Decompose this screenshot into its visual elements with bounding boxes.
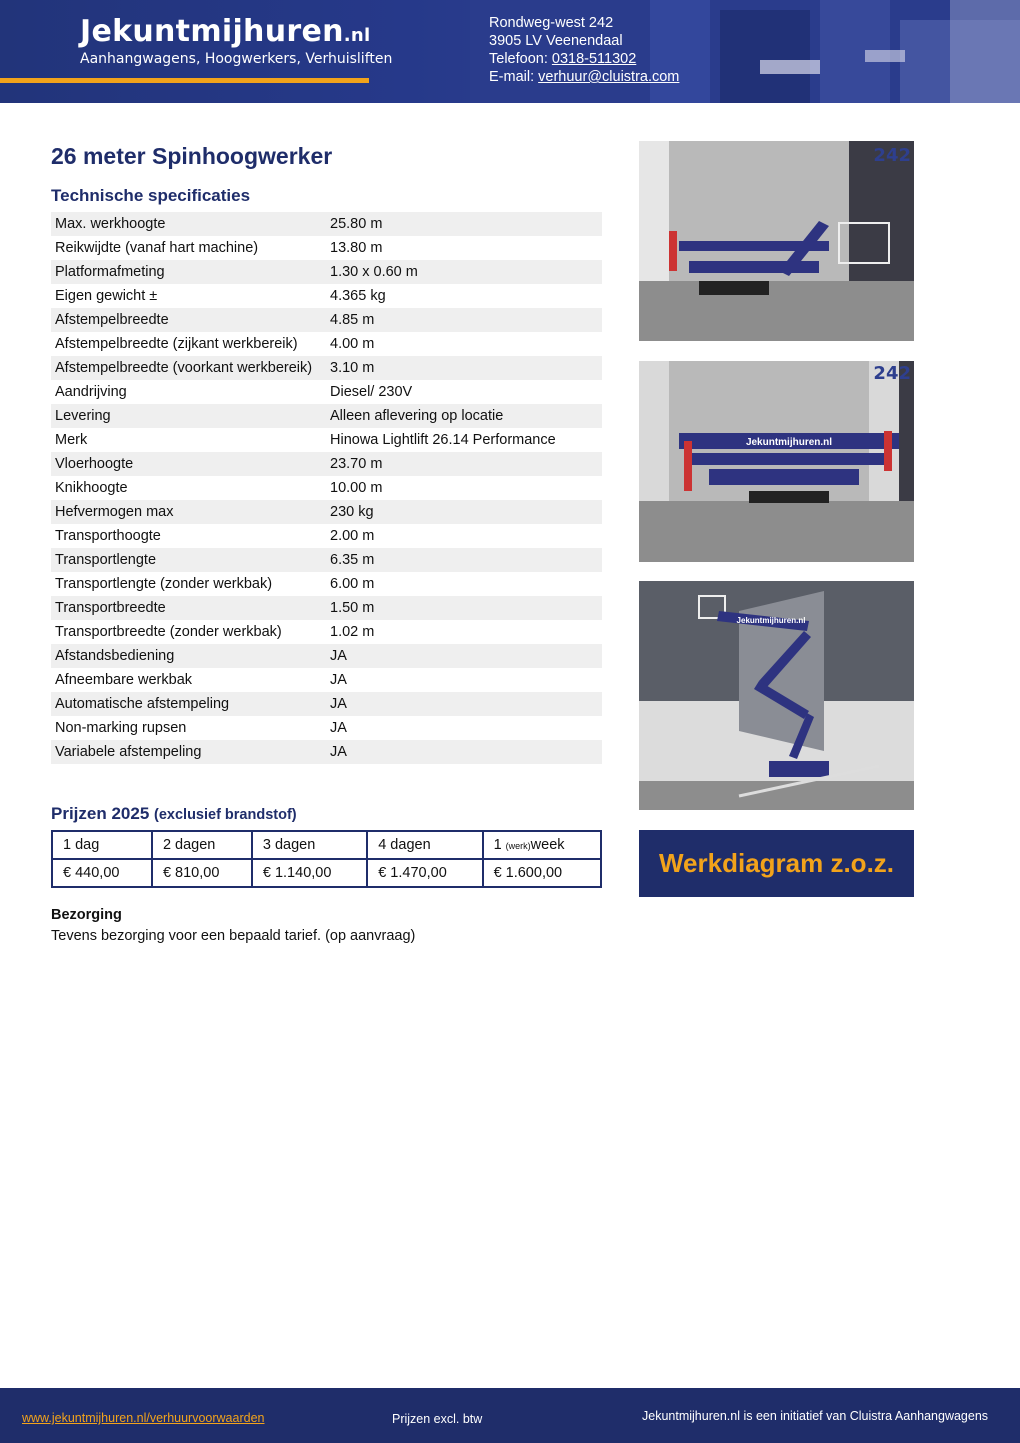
- price-header-cell: 4 dagen: [367, 831, 482, 859]
- spec-value: 6.00 m: [330, 575, 375, 592]
- machine-photo-2: [639, 361, 914, 562]
- price-value-cell: € 1.470,00: [367, 859, 482, 887]
- spec-row: [51, 692, 602, 716]
- spec-value: 3.10 m: [330, 359, 375, 376]
- spec-value: 1.02 m: [330, 623, 375, 640]
- spec-label: Reikwijdte (vanaf hart machine): [55, 239, 259, 256]
- spec-row: [51, 500, 602, 524]
- spec-row: [51, 452, 602, 476]
- spec-value: JA: [330, 695, 347, 712]
- spec-label: Automatische afstempeling: [55, 695, 230, 712]
- spec-row: [51, 596, 602, 620]
- spec-row: [51, 236, 602, 260]
- spec-label: Eigen gewicht ±: [55, 287, 158, 304]
- spec-label: Aandrijving: [55, 383, 127, 400]
- email-link[interactable]: verhuur@cluistra.com: [538, 69, 680, 85]
- spec-row: [51, 620, 602, 644]
- spec-label: Merk: [55, 431, 88, 448]
- spec-label: Transportbreedte: [55, 599, 166, 616]
- spec-value: JA: [330, 719, 347, 736]
- spec-value: 1.30 x 0.60 m: [330, 263, 418, 280]
- spec-value: 4.00 m: [330, 335, 375, 352]
- logo-tagline: Aanhangwagens, Hoogwerkers, Verhuisliften: [80, 51, 393, 67]
- brand-logo[interactable]: [80, 14, 392, 67]
- machine-photo-3: [639, 581, 914, 810]
- spec-value: JA: [330, 743, 347, 760]
- phone-line: Telefoon: 0318-511302: [489, 51, 637, 67]
- page-title: 26 meter Spinhoogwerker: [51, 143, 333, 169]
- spec-label: Transportbreedte (zonder werkbak): [55, 623, 282, 640]
- spec-value: 13.80 m: [330, 239, 383, 256]
- svg-text:Jekuntmijhuren.nl: Jekuntmijhuren.nl: [745, 437, 833, 448]
- spec-row: [51, 572, 602, 596]
- price-header-cell: 1 dag: [52, 831, 152, 859]
- svg-text:242: 242: [873, 363, 911, 384]
- spec-row: [51, 476, 602, 500]
- spec-label: Afstandsbediening: [55, 647, 175, 664]
- spec-label: Transportlengte (zonder werkbak): [55, 575, 273, 592]
- address-line-1: Rondweg-west 242: [489, 15, 614, 31]
- spec-row: [51, 716, 602, 740]
- spec-label: Variabele afstempeling: [55, 743, 202, 760]
- spec-row: [51, 404, 602, 428]
- spec-value: 4.85 m: [330, 311, 375, 328]
- machine-photo-1: [639, 141, 914, 341]
- spec-value: 25.80 m: [330, 215, 383, 232]
- bezorging-text: Tevens bezorging voor een bepaald tarief. (op aanvraag): [51, 928, 416, 944]
- spec-row: [51, 308, 602, 332]
- prices-heading: Prijzen 2025 (exclusief brandstof): [51, 804, 297, 823]
- spec-row: [51, 284, 602, 308]
- spec-label: Non-marking rupsen: [55, 719, 187, 736]
- price-header-cell-week: 1 (werk)week: [483, 831, 601, 859]
- spec-label: Vloerhoogte: [55, 455, 134, 472]
- spec-value: JA: [330, 647, 347, 664]
- spec-row: [51, 332, 602, 356]
- spec-row: [51, 644, 602, 668]
- spec-row: [51, 524, 602, 548]
- spec-label: Afstempelbreedte: [55, 311, 169, 328]
- spec-label: Levering: [55, 407, 111, 424]
- price-value-cell: € 1.600,00: [483, 859, 601, 887]
- spec-row: [51, 212, 602, 236]
- specs-heading: Technische specificaties: [51, 186, 251, 205]
- spec-row: [51, 548, 602, 572]
- page-header: [0, 0, 1020, 103]
- spec-value: Hinowa Lightlift 26.14 Performance: [330, 431, 556, 448]
- spec-value: 2.00 m: [330, 527, 375, 544]
- spec-value: 230 kg: [330, 503, 374, 520]
- address-line-2: 3905 LV Veenendaal: [489, 33, 623, 49]
- phone-link[interactable]: 0318-511302: [551, 51, 637, 67]
- bezorging-heading: Bezorging: [51, 907, 122, 923]
- price-value-cell: € 1.140,00: [252, 859, 367, 887]
- brand-accent-bar: [0, 78, 369, 83]
- spec-value: Alleen aflevering op locatie: [330, 407, 504, 424]
- spec-value: 1.50 m: [330, 599, 375, 616]
- terms-link[interactable]: www.jekuntmijhuren.nl/verhuurvoorwaarden: [22, 1411, 265, 1425]
- contact-info: [489, 14, 679, 86]
- footer-initiative-note: Jekuntmijhuren.nl is een initiatief van Cluistra Aanhangwagens: [642, 1409, 989, 1423]
- spec-value: 23.70 m: [330, 455, 383, 472]
- spec-value: 10.00 m: [330, 479, 383, 496]
- spec-value: JA: [330, 671, 347, 688]
- footer-vat-note: Prijzen excl. btw: [392, 1412, 483, 1426]
- svg-text:242: 242: [873, 145, 911, 166]
- spec-label: Hefvermogen max: [55, 503, 174, 520]
- spec-row: [51, 668, 602, 692]
- logo-text: Jekuntmijhuren.nl: [80, 14, 371, 49]
- page-footer: [0, 1388, 1020, 1443]
- price-value-cell: € 810,00: [152, 859, 252, 887]
- spec-row: [51, 260, 602, 284]
- spec-row: [51, 740, 602, 764]
- specs-table: [51, 212, 602, 764]
- prices-value-row: [52, 859, 601, 887]
- spec-label: Afstempelbreedte (zijkant werkbereik): [55, 335, 298, 352]
- spec-label: Transportlengte: [55, 551, 157, 568]
- email-line: E-mail: verhuur@cluistra.com: [489, 69, 680, 85]
- spec-value: 4.365 kg: [330, 287, 386, 304]
- svg-text:Jekuntmijhuren.nl: Jekuntmijhuren.nl: [736, 616, 806, 625]
- price-header-cell: 2 dagen: [152, 831, 252, 859]
- spec-row: [51, 428, 602, 452]
- spec-label: Afstempelbreedte (voorkant werkbereik): [55, 359, 313, 376]
- price-value-cell: € 440,00: [52, 859, 152, 887]
- prices-header-row: [52, 831, 601, 859]
- spec-label: Transporthoogte: [55, 527, 161, 544]
- spec-label: Knikhoogte: [55, 479, 128, 496]
- spec-row: [51, 356, 602, 380]
- spec-value: 6.35 m: [330, 551, 375, 568]
- prices-table: [51, 830, 602, 888]
- spec-row: [51, 380, 602, 404]
- spec-label: Max. werkhoogte: [55, 215, 166, 232]
- werkdiagram-button[interactable]: Werkdiagram z.o.z.: [639, 830, 914, 897]
- price-header-cell: 3 dagen: [252, 831, 367, 859]
- spec-value: Diesel/ 230V: [330, 383, 413, 400]
- prices-note: (exclusief brandstof): [154, 807, 297, 823]
- spec-label: Platformafmeting: [55, 263, 165, 280]
- spec-label: Afneembare werkbak: [55, 671, 193, 688]
